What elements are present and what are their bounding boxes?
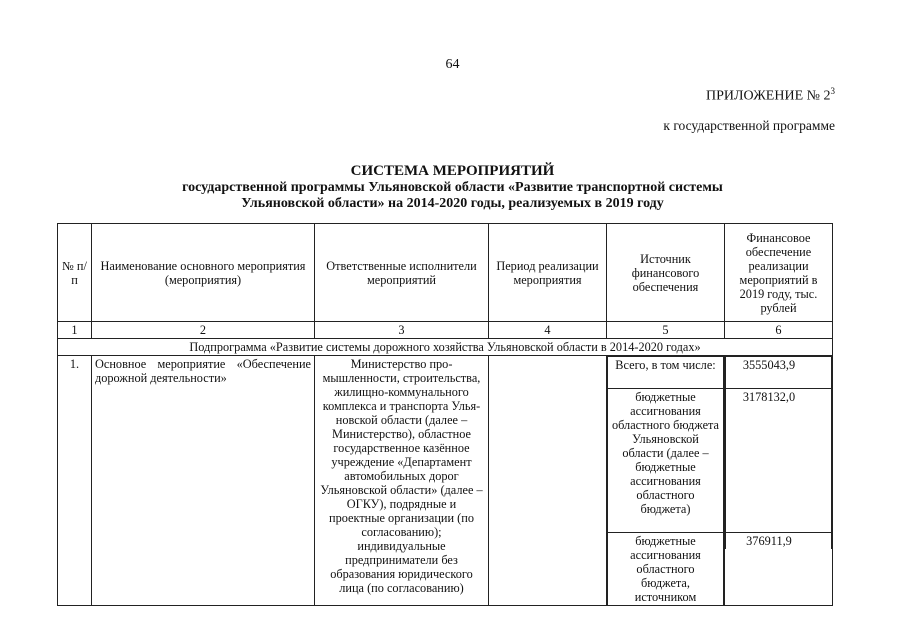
column-number: 1: [58, 322, 92, 339]
column-number: 2: [92, 322, 315, 339]
amounts-cell: [725, 356, 833, 606]
header-cell: Финансовое обеспечение реализации мероприятий в 2019 году, тыс. рублей: [725, 224, 833, 322]
header-cell: Наименование основного мероприятия (мероприятия): [92, 224, 315, 322]
document-title: [0, 163, 905, 212]
column-number: 5: [607, 322, 725, 339]
amount-total: 3555043,9: [726, 357, 832, 389]
column-number: 3: [315, 322, 489, 339]
header-cell: Ответственные исполнители мероприятий: [315, 224, 489, 322]
measures-table: [57, 223, 833, 606]
subprogram-row: [58, 339, 833, 356]
appendix-label-text: ПРИЛОЖЕНИЕ № 2: [706, 88, 831, 104]
row-number: 1.: [58, 356, 92, 606]
title-line-2: государственной программы Ульяновской области «Развитие транспортной системы: [182, 180, 723, 195]
appendix-subtitle: к государственной программе: [663, 118, 835, 133]
appendix-label: [706, 86, 835, 105]
column-number-row: [58, 322, 833, 339]
executors-cell: Министерство про-мышленности, строительства, жилищно-коммунального комплекса и транспорта Улья-новской области (далее – Министерство), областное государственное казённое учреждение «Департамент автомобильных дорог Ульяновской области» (далее – ОГКУ), подрядные и проектные организации (по согласованию); индивидуальные предприниматели без образования юридического лица (по согласованию): [315, 356, 489, 606]
amount-regional: 3178132,0: [726, 389, 832, 533]
header-cell: Период реализации мероприятия: [489, 224, 607, 322]
amount-other: 376911,9: [726, 533, 832, 550]
table-row: [58, 356, 833, 606]
header-cell: Источник финансового обеспечения: [607, 224, 725, 322]
funding-sources-cell: [607, 356, 725, 606]
subprogram-title: Подпрограмма «Развитие системы дорожного хозяйства Ульяновской области в 2014-2020 годах»: [58, 339, 833, 356]
title-main: СИСТЕМА МЕРОПРИЯТИЙ: [350, 163, 555, 179]
title-line-3: Ульяновской области» на 2014-2020 годы, реализуемых в 2019 году: [241, 196, 664, 211]
header-row: [58, 224, 833, 322]
period-cell: [489, 356, 607, 606]
header-cell: № п/п: [58, 224, 92, 322]
measure-name: Основное мероприятие «Обеспечение дорожной деятельности»: [92, 356, 315, 606]
funding-source-other: бюджетные ассигнования областного бюджета, источником: [608, 533, 724, 606]
page-number: 64: [445, 57, 460, 72]
funding-source-total: Всего, в том числе:: [608, 357, 724, 389]
funding-source-regional: бюджетные ассигнования областного бюджета Ульяновской области (далее – бюджетные ассигнования областного бюджета): [608, 389, 724, 533]
appendix-superscript: 3: [830, 86, 835, 96]
amounts-list: [725, 356, 832, 549]
column-number: 4: [489, 322, 607, 339]
column-number: 6: [725, 322, 833, 339]
funding-sources-list: [607, 356, 724, 605]
